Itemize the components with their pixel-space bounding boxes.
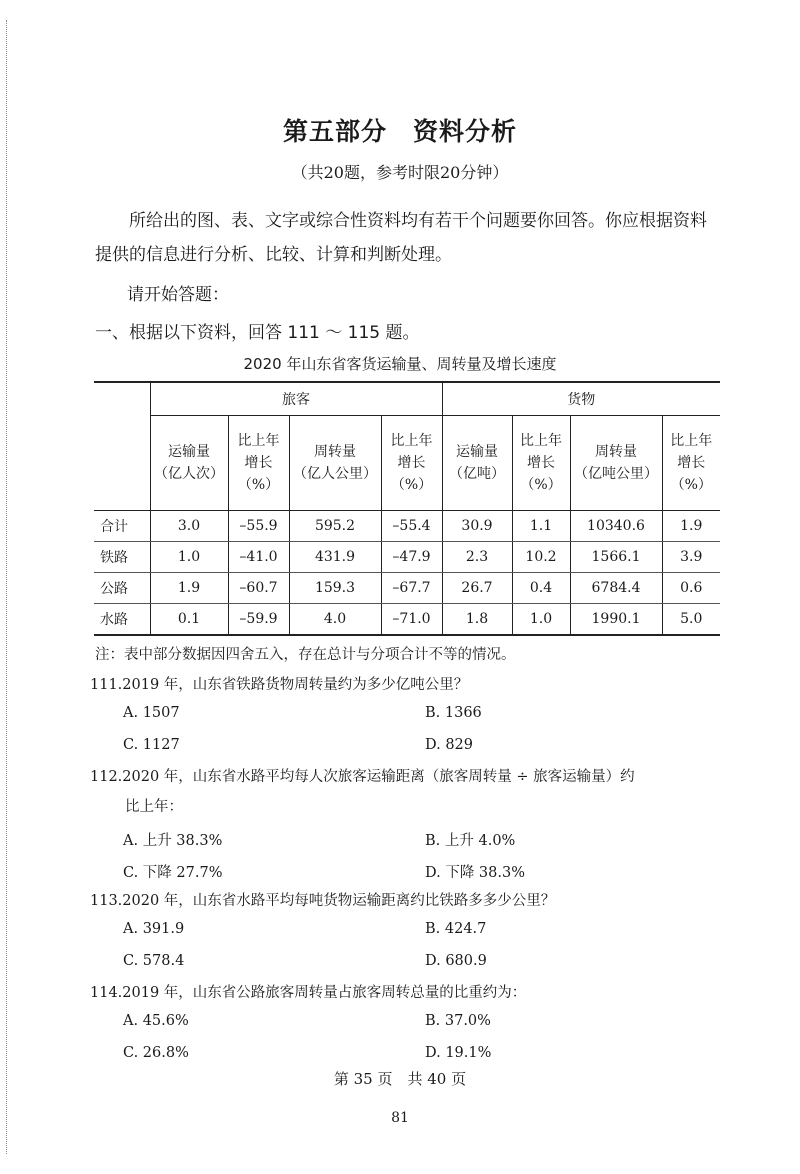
table-cell: 1.9 [662,511,720,542]
column-header-line: （%） [670,477,712,493]
column-header [150,416,228,511]
data-table [94,381,720,636]
intro-paragraph: 所给出的图、表、文字或综合性资料均有若干个问题要你回答。你应根据资料提供的信息进行分析、比较、计算和判断处理。 [95,211,707,265]
column-header-line: 比上年 [520,433,562,449]
column-header [662,416,720,511]
table-cell: 0.6 [662,573,720,604]
column-header-line: 比上年 [670,433,713,449]
answer-option[interactable]: C. 26.8% [123,1045,189,1061]
column-header [570,416,662,511]
table-note: 注：表中部分数据因四舍五入，存在总计与分项合计不等的情况。 [95,647,516,663]
table-cell: 4.0 [289,604,381,636]
answer-option[interactable]: A. 上升 38.3% [123,833,223,849]
table-title: 2020 年山东省客货运输量、周转量及增长速度 [243,355,557,373]
answer-option[interactable]: D. 19.1% [425,1045,492,1061]
column-header-line: 周转量 [595,444,637,460]
table-row [94,573,720,604]
column-header-line: （%） [390,477,433,493]
table-cell: 1990.1 [570,604,662,636]
answer-option[interactable]: B. 1366 [425,705,482,721]
start-prompt: 请开始答题： [127,285,229,305]
table-cell: 1566.1 [570,542,662,573]
column-header-line: （亿人公里） [293,466,377,482]
answer-option[interactable]: B. 424.7 [425,921,487,937]
answer-option[interactable]: B. 37.0% [425,1013,491,1029]
page-number: 81 [391,1110,409,1126]
table-cell: 1.9 [150,573,228,604]
column-header-line: （亿吨） [449,466,505,482]
column-header-line: （亿人次） [154,466,224,482]
group-header-freight: 货物 [442,382,720,416]
question-stem-continued: 比上年： [125,799,183,815]
page-title: 第五部分 资料分析 [282,117,517,146]
table-cell: 26.7 [442,573,512,604]
table-cell: 1.0 [150,542,228,573]
table-cell: –67.7 [381,573,442,604]
question-stem: 114.2019 年，山东省公路旅客周转量占旅客周转总量的比重约为： [90,985,527,1001]
table-corner [94,382,150,511]
column-header-line: （%） [520,477,562,493]
row-label: 铁路 [94,542,150,573]
table-cell: –47.9 [381,542,442,573]
table-cell: 10340.6 [570,511,662,542]
column-header-line: （亿吨公里） [574,466,658,482]
answer-option[interactable]: D. 680.9 [425,953,487,969]
table-cell: 5.0 [662,604,720,636]
table-cell: 1.0 [512,604,570,636]
answer-option[interactable]: D. 下降 38.3% [425,865,525,881]
table-cell: 0.1 [150,604,228,636]
binding-edge [6,20,8,1154]
table-cell: 2.3 [442,542,512,573]
table-cell: 159.3 [289,573,381,604]
table-cell: 3.0 [150,511,228,542]
table-cell: 431.9 [289,542,381,573]
table-cell: 595.2 [289,511,381,542]
column-header [289,416,381,511]
table-row [94,542,720,573]
column-header-line: 增长 [527,455,555,471]
column-header-line: 比上年 [237,433,280,449]
answer-option[interactable]: A. 45.6% [123,1013,189,1029]
column-header-line: （%） [237,477,280,493]
column-header-line: 增长 [244,455,273,471]
column-header-line: 增长 [397,455,426,471]
answer-option[interactable]: A. 391.9 [123,921,185,937]
group-header-passenger: 旅客 [150,382,442,416]
column-header-line: 周转量 [314,444,356,460]
table-cell: –55.4 [381,511,442,542]
column-header [512,416,570,511]
column-header-line: 运输量 [168,444,210,460]
table-cell: –71.0 [381,604,442,636]
answer-option[interactable]: B. 上升 4.0% [425,833,516,849]
table-cell: –60.7 [228,573,289,604]
row-label: 合计 [94,511,150,542]
column-header [381,416,442,511]
answer-option[interactable]: A. 1507 [123,705,180,721]
table-cell: 3.9 [662,542,720,573]
page-footer: 第 35 页 共 40 页 [333,1070,467,1088]
column-header [228,416,289,511]
page-subtitle: （共20题，参考时限20分钟） [291,163,509,182]
column-header-line: 运输量 [456,444,498,460]
answer-option[interactable]: D. 829 [425,737,474,753]
column-header [442,416,512,511]
answer-option[interactable]: C. 下降 27.7% [123,865,223,881]
question-stem: 111.2019 年，山东省铁路货物周转量约为多少亿吨公里？ [90,677,469,693]
table-cell: –41.0 [228,542,289,573]
answer-option[interactable]: C. 1127 [123,737,180,753]
table-cell: 1.1 [512,511,570,542]
question-stem: 112.2020 年，山东省水路平均每人次旅客运输距离（旅客周转量 ÷ 旅客运输量）约 [90,769,635,785]
row-label: 公路 [94,573,150,604]
table-row [94,511,720,542]
column-header-row [94,416,720,511]
table-row [94,604,720,636]
answer-option[interactable]: C. 578.4 [123,953,185,969]
table-cell: 1.8 [442,604,512,636]
section-heading: 一、根据以下资料，回答 111 ～ 115 题。 [95,323,420,343]
table-cell: 6784.4 [570,573,662,604]
row-label: 水路 [94,604,150,636]
question-stem: 113.2020 年，山东省水路平均每吨货物运输距离约比铁路多多少公里？ [90,893,556,909]
table-cell: 30.9 [442,511,512,542]
table-cell: 10.2 [512,542,570,573]
table-cell: –55.9 [228,511,289,542]
column-header-line: 比上年 [390,433,433,449]
table-cell: –59.9 [228,604,289,636]
column-header-line: 增长 [677,455,706,471]
table-cell: 0.4 [512,573,570,604]
